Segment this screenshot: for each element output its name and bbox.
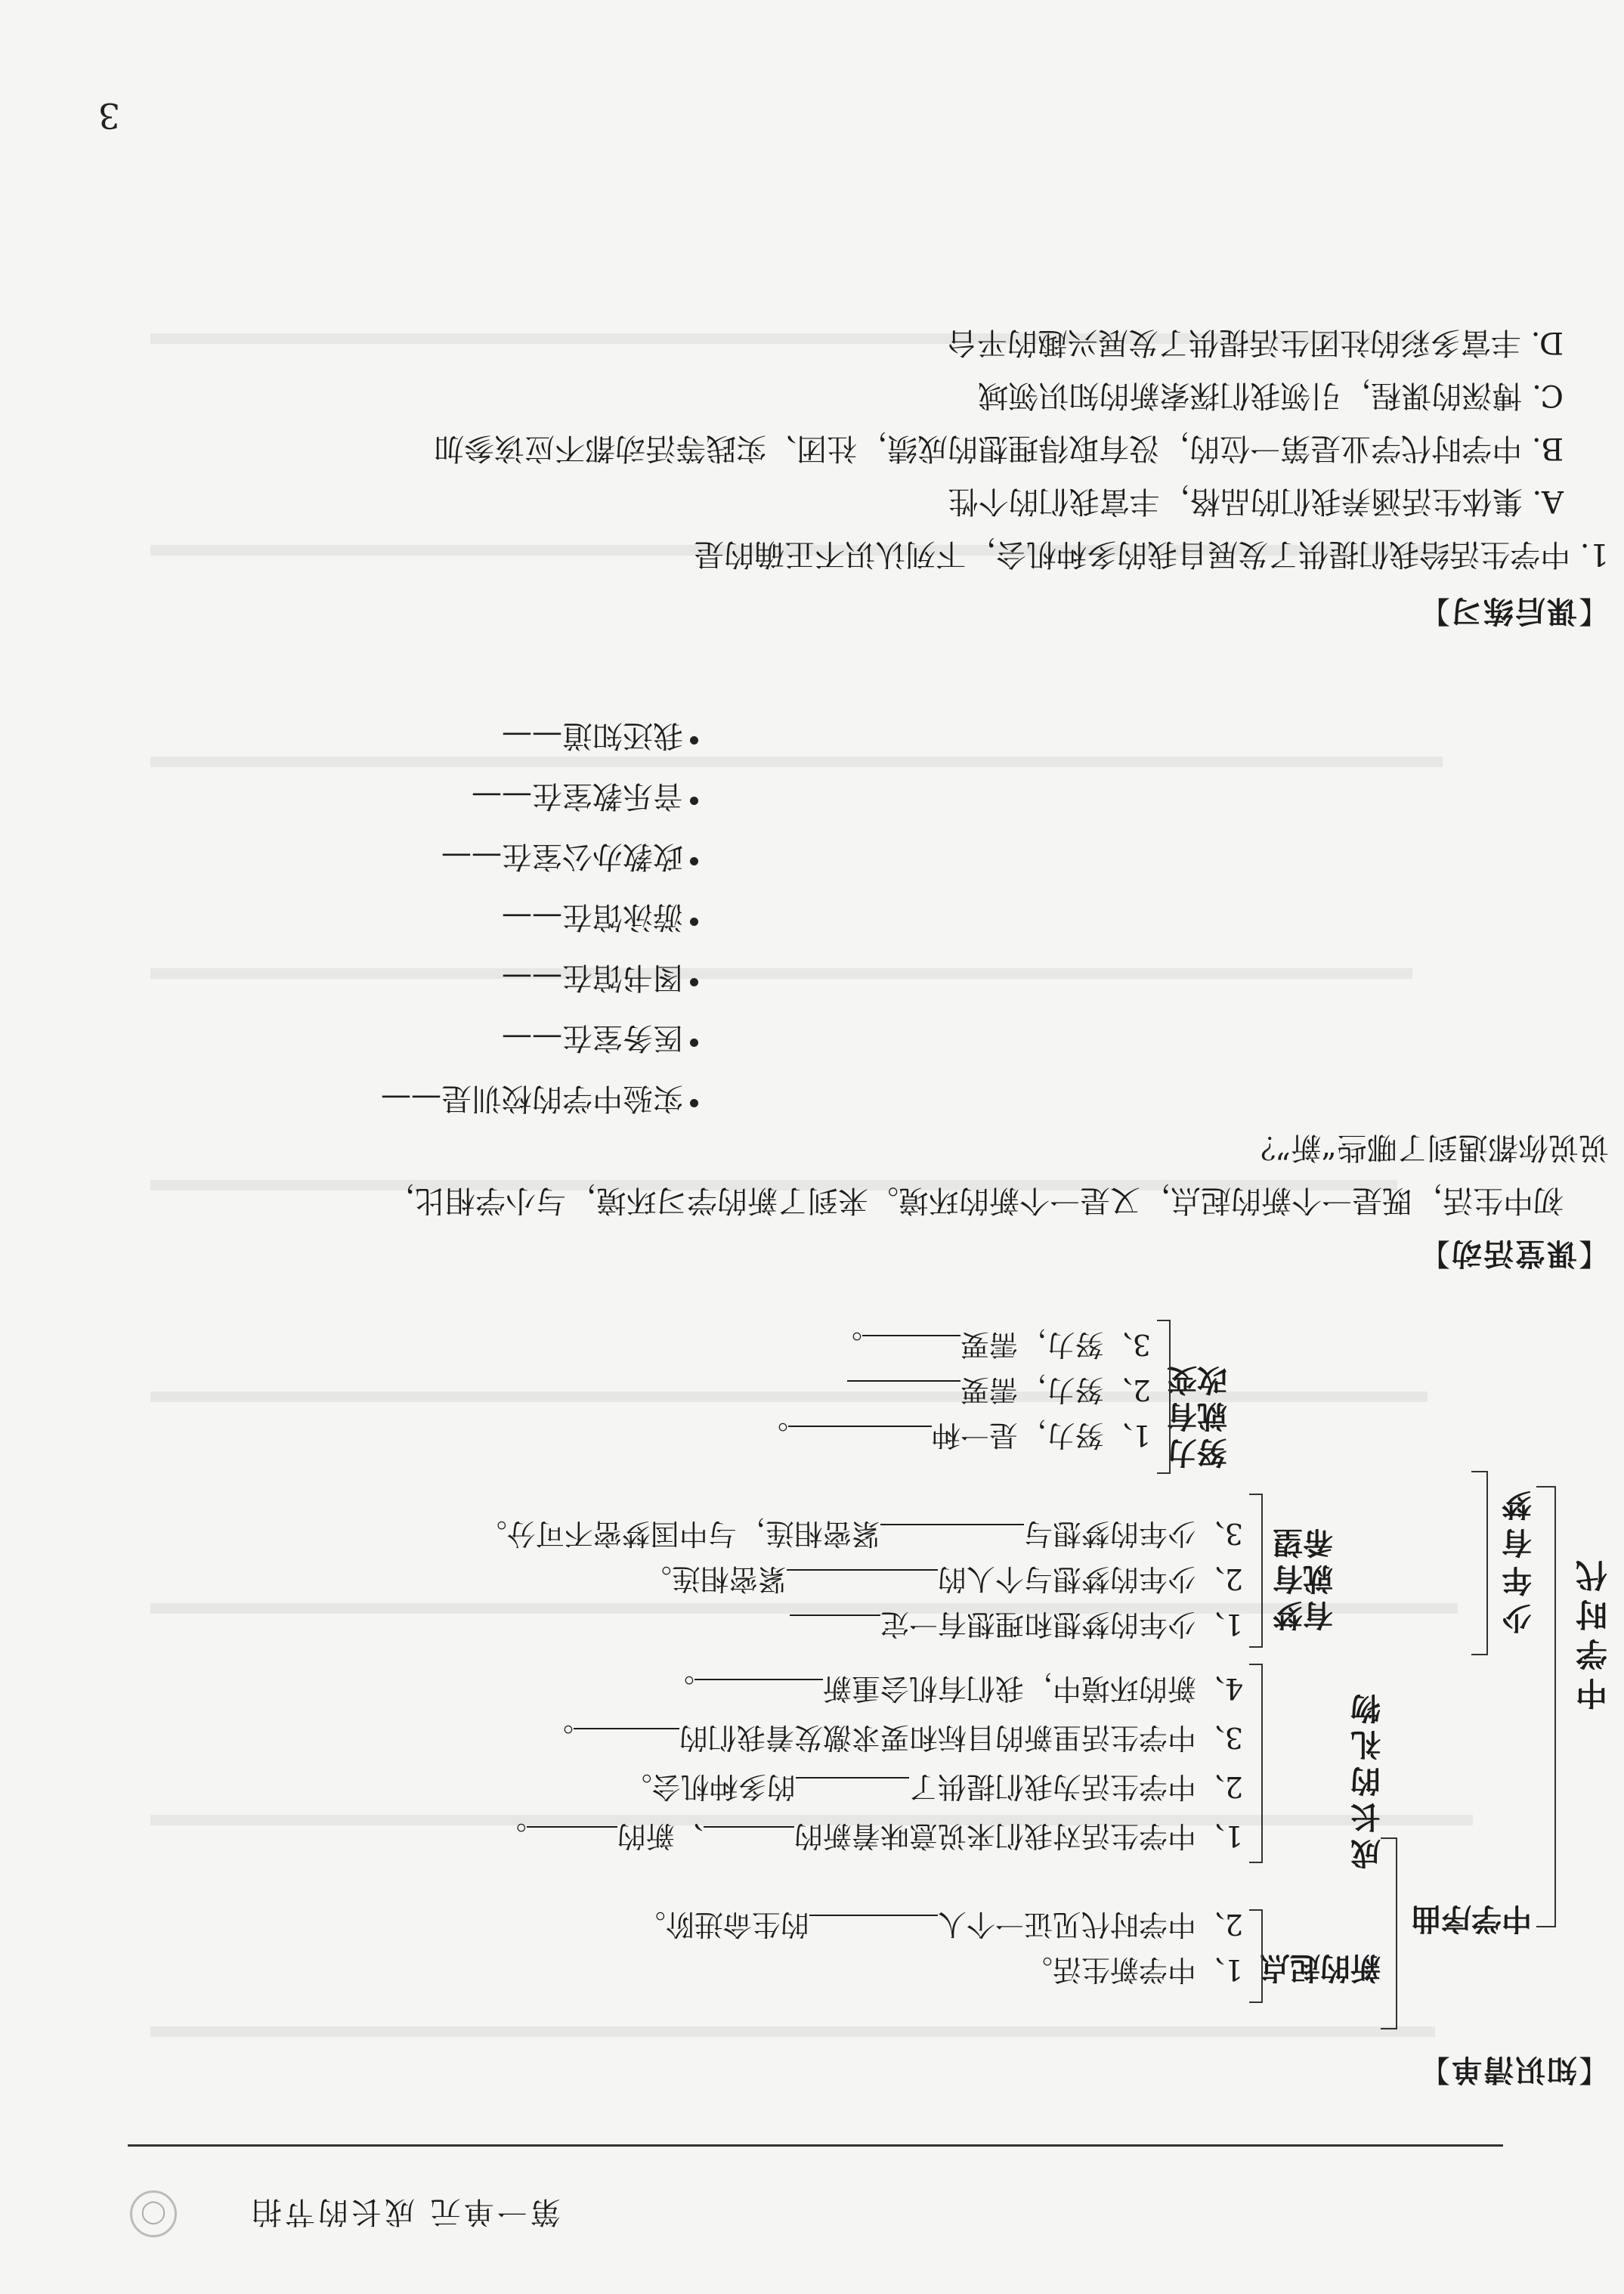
activity-item: 音乐教室在——: [472, 779, 683, 813]
option-c: C. 博深的课程，引领我们探索新的知识领域: [978, 378, 1564, 413]
bullet-1: [690, 1099, 698, 1107]
bullet-5: [690, 857, 698, 865]
activity-item: 医务室在——: [502, 1020, 683, 1055]
sub4-brace: [1157, 1320, 1171, 1474]
branch2-brace: [1471, 1471, 1488, 1655]
effort-item-1: 1、努力，是一种。: [759, 1419, 1151, 1452]
dream-item-3: 3、少年的梦想与紧密相连，与中国梦密不可分。: [478, 1517, 1243, 1550]
header-rule: [128, 2144, 1503, 2147]
activity-prompt: 说说你都遇到了哪些“新”？: [1245, 1130, 1609, 1165]
header-title: 第一单元 成长的节拍: [249, 2194, 561, 2229]
activity-item: 游泳馆在——: [502, 899, 683, 934]
activity-item: 实验中学的校训是——: [381, 1081, 683, 1116]
effort-item-2: 2、努力，需要: [847, 1372, 1151, 1413]
tree-root-label: 中学时代: [1575, 1556, 1607, 1711]
effort-item-3: 3、努力，需要。: [833, 1328, 1151, 1361]
activity-intro: 初中生活，既是一个新的起点，又是一个新的环境。来到了新的学习环境，与小学相比，: [385, 1183, 1564, 1218]
option-d: D. 丰富多彩的社团生活提供了发展兴趣的平台: [946, 325, 1564, 360]
root-brace: [1536, 1486, 1556, 1927]
section-knowledge-heading: 【知识清单】: [1418, 2052, 1609, 2088]
gift-item-4: 4、新的环境中，我们有机会重新。: [665, 1672, 1243, 1705]
option-a: A. 集体生活涵养我们的品格，丰富我们的个性: [948, 484, 1564, 519]
start-item-1: 1、中学新生活。: [1023, 1953, 1243, 1986]
start-item-2: 2、中学时代见证一个人的生命进阶。: [636, 1908, 1243, 1941]
dream-item-2: 2、少年的梦想与个人的紧密相连。: [642, 1562, 1243, 1596]
activity-item: 我还知道——: [502, 718, 683, 753]
bullet-7: [690, 736, 698, 745]
sub1-brace: [1249, 1909, 1263, 2003]
sub2-brace: [1249, 1664, 1263, 1863]
branch-label-dream: 少年有梦: [1502, 1487, 1532, 1636]
page-number: 3: [97, 95, 120, 136]
gift-item-2: 2、中学生活为我们提供了的多种机会。: [623, 1770, 1243, 1803]
bullet-2: [690, 1039, 698, 1047]
bullet-4: [690, 918, 698, 926]
gift-item-3: 3、中学生活里新的目标和要求激发着我们的。: [544, 1721, 1243, 1754]
gift-item-1: 1、中学生活对我们来说意味着新的、新的。: [497, 1819, 1243, 1853]
option-b: B. 中学时代学业是第一位的，没有取得理想的成绩，社团、实践等活动都不应该参加: [434, 431, 1564, 466]
topic-change: 努力就有改变: [1167, 1362, 1227, 1470]
dream-item-1: 1、少年的梦想和理想有一定: [790, 1606, 1243, 1648]
topic-new-start: 新的起点: [1260, 1950, 1381, 1986]
bullet-6: [690, 797, 698, 805]
topic-hope: 有梦就有希望: [1273, 1525, 1333, 1633]
section-activity-heading: 【课堂活动】: [1418, 1236, 1609, 1271]
topic-gifts: 成长的礼物: [1350, 1690, 1381, 1871]
question-1: 1. 中学生活给我们提供了发展自我的多种机会，下列认识不正确的是: [694, 537, 1609, 571]
branch-label-start: 中学序曲: [1411, 1901, 1532, 1936]
bullet-3: [690, 978, 698, 986]
activity-item: 图书馆在——: [502, 960, 683, 995]
branch1-brace: [1381, 1837, 1397, 2029]
publisher-logo-icon: ◯: [130, 2190, 177, 2237]
activity-item: 政教办公室在——: [441, 839, 683, 874]
sub3-brace: [1249, 1494, 1263, 1648]
section-practice-heading: 【课后练习】: [1418, 593, 1609, 629]
